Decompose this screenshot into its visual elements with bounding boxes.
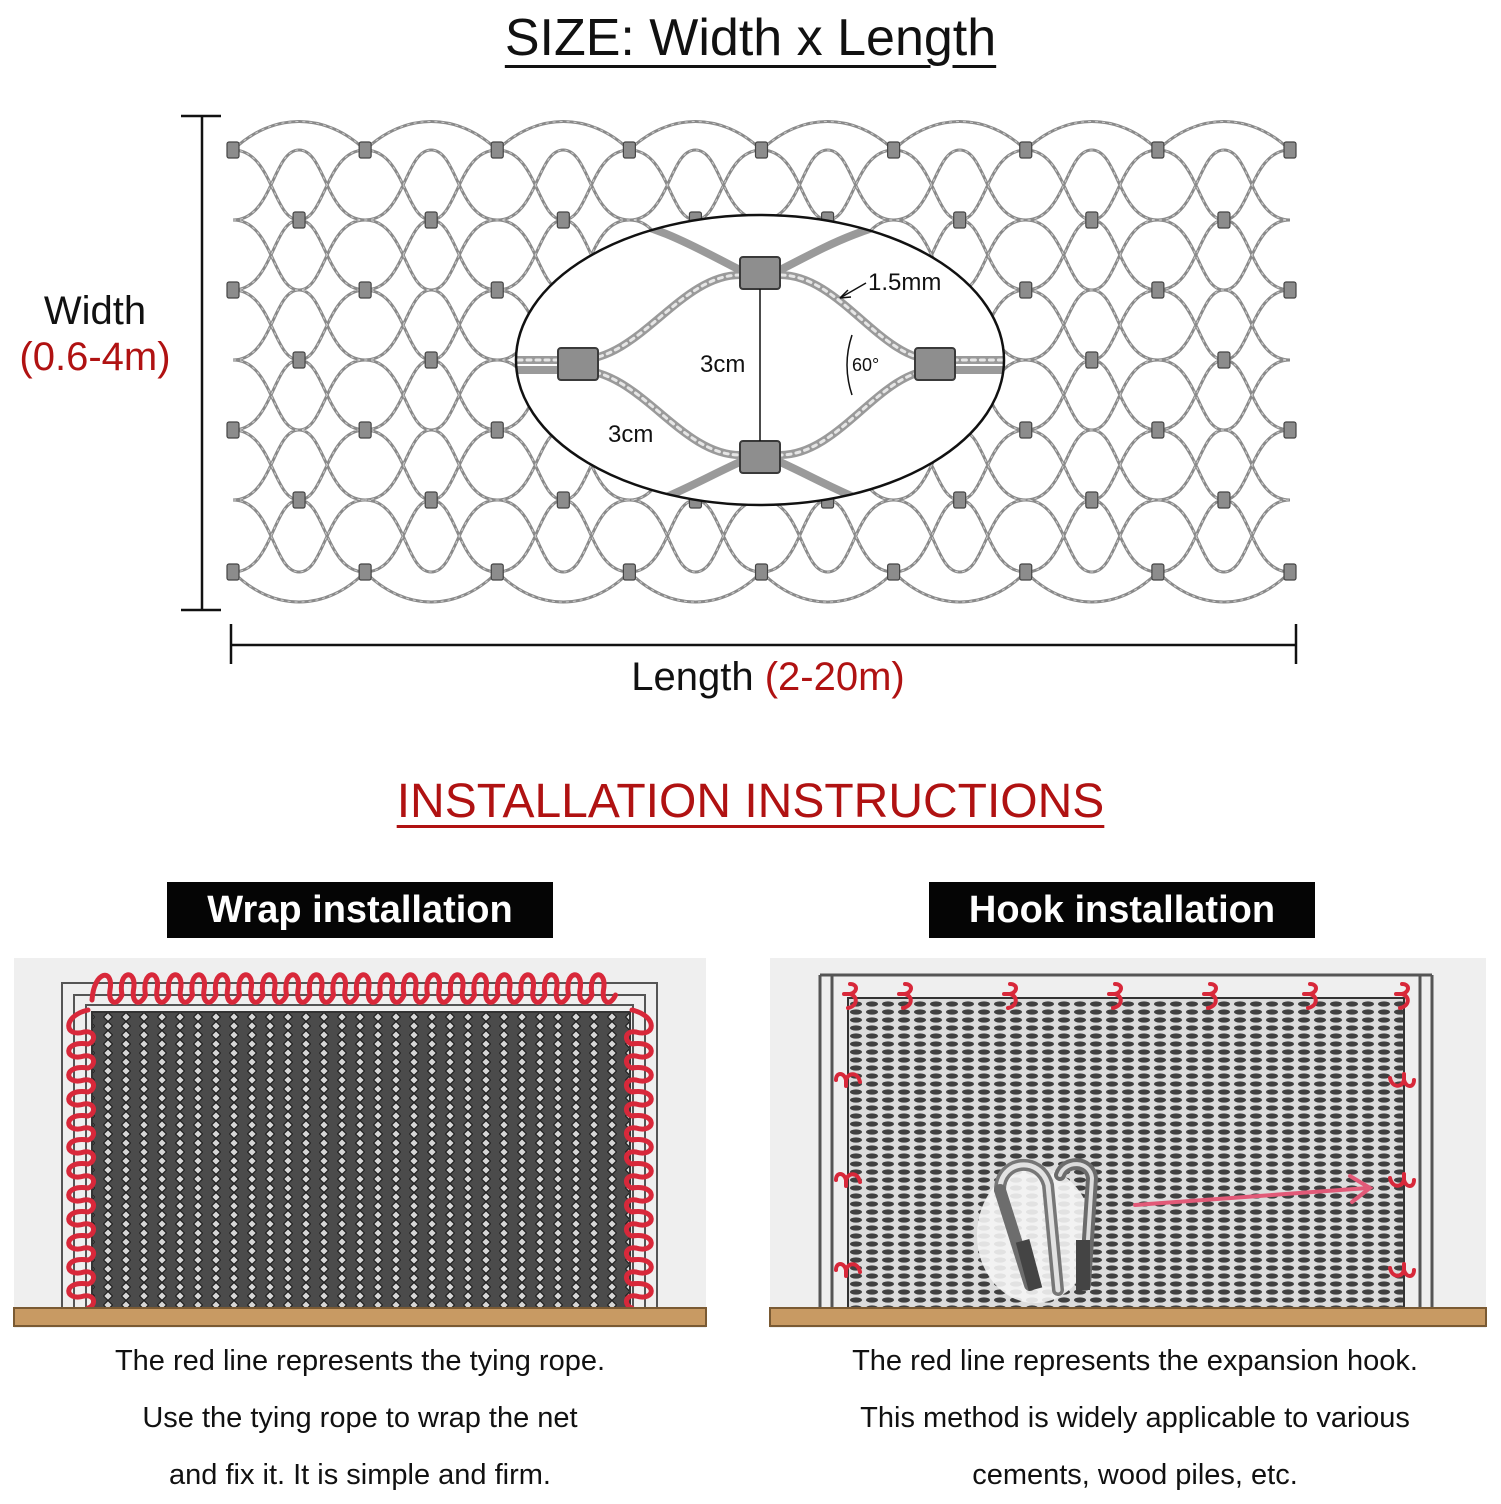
length-label	[0, 655, 1501, 700]
hook-installation-illustration	[770, 958, 1486, 1328]
wrap-net	[92, 1012, 630, 1308]
length-range: (2-20m)	[764, 655, 905, 699]
wire-diameter-label: 1.5mm	[868, 269, 942, 296]
ferrule	[1218, 212, 1230, 228]
ferrule	[359, 282, 371, 298]
wrap-description	[20, 1333, 700, 1504]
angle-label: 60°	[852, 355, 880, 375]
ferrule	[359, 564, 371, 580]
ferrule	[293, 492, 305, 508]
ferrule	[1284, 564, 1296, 580]
ferrule	[359, 422, 371, 438]
ferrule	[1284, 282, 1296, 298]
width-range: (0.6-4m)	[19, 335, 171, 379]
ferrule	[1284, 422, 1296, 438]
hook-description-line: cements, wood piles, etc.	[972, 1459, 1298, 1491]
ferrule-right	[915, 348, 955, 380]
ferrule	[1218, 492, 1230, 508]
ferrule	[557, 212, 569, 228]
ferrule	[1086, 212, 1098, 228]
wrap-ground	[14, 1308, 706, 1326]
wrap-installation-badge: Wrap installation	[167, 882, 553, 938]
ferrule	[1284, 142, 1296, 158]
ferrule	[491, 564, 503, 580]
installation-title: INSTALLATION INSTRUCTIONS	[396, 775, 1105, 828]
wrap-installation-illustration	[14, 958, 706, 1328]
ferrule	[491, 142, 503, 158]
ferrule	[1086, 492, 1098, 508]
ferrule	[227, 564, 239, 580]
hook-description	[785, 1333, 1485, 1504]
ferrule	[888, 564, 900, 580]
hook-installation-badge: Hook installation	[929, 882, 1315, 938]
width-dimension-line	[181, 116, 221, 610]
ferrule	[756, 564, 768, 580]
ferrule	[425, 492, 437, 508]
ferrule	[1152, 142, 1164, 158]
ferrule	[888, 142, 900, 158]
length-label-text: Length	[631, 655, 754, 699]
mesh-side-label: 3cm	[608, 421, 654, 448]
ferrule	[1152, 282, 1164, 298]
wrap-description-line: The red line represents the tying rope.	[114, 1345, 606, 1377]
ferrule	[623, 142, 635, 158]
hook-description-line: The red line represents the expansion hook.	[852, 1345, 1418, 1377]
ferrule	[293, 352, 305, 368]
ferrule	[623, 564, 635, 580]
ferrule	[227, 422, 239, 438]
ferrule	[1152, 564, 1164, 580]
ferrule-top	[740, 257, 780, 289]
ferrule	[1218, 352, 1230, 368]
hook-net	[848, 998, 1404, 1308]
ferrule	[1086, 352, 1098, 368]
ferrule	[1020, 422, 1032, 438]
ferrule	[954, 212, 966, 228]
wrap-description-line: Use the tying rope to wrap the net	[142, 1402, 578, 1434]
ferrule	[954, 492, 966, 508]
mesh-height-label: 3cm	[700, 351, 746, 378]
ferrule	[293, 212, 305, 228]
hook-ground	[770, 1308, 1486, 1326]
ferrule-bottom	[740, 441, 780, 473]
size-title: SIZE: Width x Length	[504, 9, 997, 67]
ferrule	[1152, 422, 1164, 438]
ferrule	[557, 492, 569, 508]
ferrule-left	[558, 348, 598, 380]
ferrule	[1020, 564, 1032, 580]
ferrule	[491, 282, 503, 298]
ferrule	[491, 422, 503, 438]
ferrule	[425, 212, 437, 228]
ferrule	[1020, 282, 1032, 298]
ferrule	[425, 352, 437, 368]
ferrule	[1020, 142, 1032, 158]
ferrule	[756, 142, 768, 158]
width-label-text: Width	[43, 289, 147, 333]
hook-description-line: This method is widely applicable to various	[860, 1402, 1410, 1434]
ferrule	[227, 282, 239, 298]
ferrule	[359, 142, 371, 158]
ferrule	[227, 142, 239, 158]
wrap-description-line: and fix it. It is simple and firm.	[169, 1459, 551, 1491]
